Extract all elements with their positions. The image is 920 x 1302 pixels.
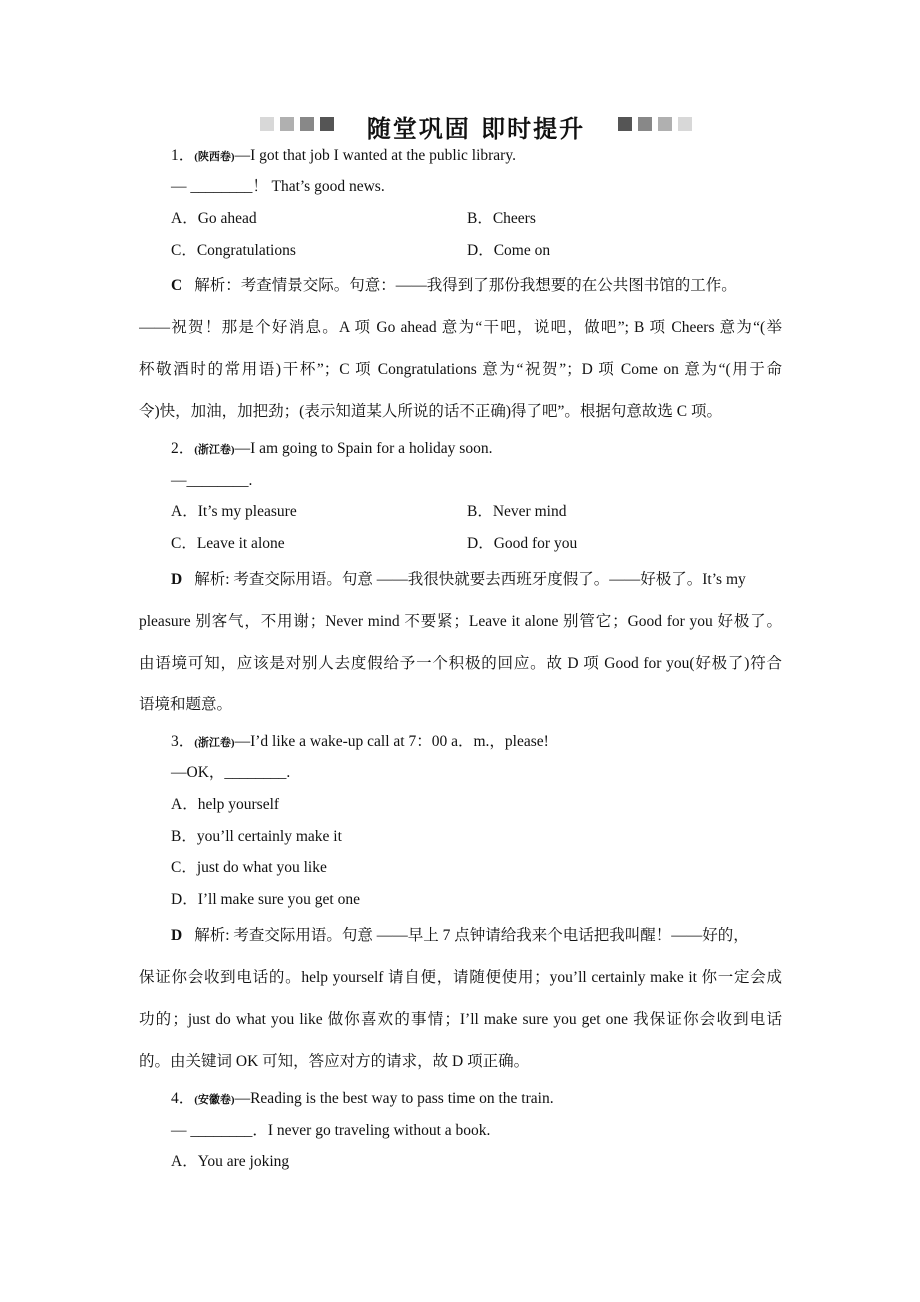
q2-option-b: B．Never mind [467,503,567,520]
header-squares-right [612,117,692,136]
question-2-reply: —________. [171,472,253,489]
q1-option-d: D．Come on [467,242,551,259]
question-4-stem: 4．(安徽卷)—Reading is the best way to pass time on the train. [171,1090,554,1107]
q1-option-c: C．Congratulations [171,242,296,259]
header-squares-left [260,117,340,136]
q3-analysis-line: 保证你会收到电话的。help yourself 请自便，请随便使用；you’ll certainly make it 你一定会成 [139,969,782,986]
q3-option-a: A．help yourself [171,796,280,813]
q2-analysis-line: 由语境可知，应该是对别人去度假给予一个积极的回应。故 D 项 Good for you(好极了)符合 [139,655,782,672]
question-1-reply: — ________！ That’s good news. [171,178,385,195]
q2-option-c: C．Leave it alone [171,535,285,552]
q1-analysis: C 解析：考查情景交际。句意：——我得到了那份我想要的在公共图书馆的工作。 [171,277,737,294]
section-header [260,110,692,142]
question-2-stem: 2．(浙江卷)—I am going to Spain for a holiday soon. [171,440,493,457]
q2-option-d: D．Good for you [467,535,578,552]
question-3-reply: —OK，________. [171,764,291,781]
question-4-reply: — ________．I never go traveling without a book. [171,1122,491,1139]
q1-analysis-line: ——祝贺！那是个好消息。A 项 Go ahead 意为“干吧，说吧，做吧”; B 项 Cheers 意为“(举 [139,319,782,336]
question-3-stem: 3．(浙江卷)—I’d like a wake-up call at 7：00 a．m.，please! [171,733,549,750]
q3-option-b: B．you’ll certainly make it [171,828,342,845]
q4-option-a: A．You are joking [171,1153,290,1170]
q1-analysis-line: 杯敬酒时的常用语)干杯”；C 项 Congratulations 意为“祝贺”；D 项 Come on 意为“(用于命 [139,361,782,378]
q2-analysis-line: pleasure 别客气，不用谢；Never mind 不要紧；Leave it alone 别管它；Good for you 好极了。 [139,613,782,630]
section-title: 随堂巩固 即时提升 [366,114,586,143]
q3-option-c: C．just do what you like [171,859,327,876]
q3-option-d: D．I’ll make sure you get one [171,891,360,908]
question-1-stem: 1．(陕西卷)—I got that job I wanted at the public library. [171,147,516,164]
q3-analysis: D 解析: 考查交际用语。句意 ——早上 7 点钟请给我来个电话把我叫醒！——好的， [171,927,749,944]
q3-analysis-line: 功的；just do what you like 做你喜欢的事情；I’ll make sure you get one 我保证你会收到电话 [139,1011,782,1028]
q1-analysis-line: 令)快，加油，加把劲；(表示知道某人所说的话不正确)得了吧”。根据句意故选 C 项。 [139,403,722,420]
q1-option-b: B．Cheers [467,210,536,227]
q2-analysis-line: 语境和题意。 [139,696,233,713]
q2-option-a: A．It’s my pleasure [171,503,297,520]
q1-option-a: A．Go ahead [171,210,257,227]
q2-analysis: D 解析: 考查交际用语。句意 ——我很快就要去西班牙度假了。——好极了。It’s my [171,571,746,588]
q3-analysis-line: 的。由关键词 OK 可知，答应对方的请求，故 D 项正确。 [139,1053,530,1070]
